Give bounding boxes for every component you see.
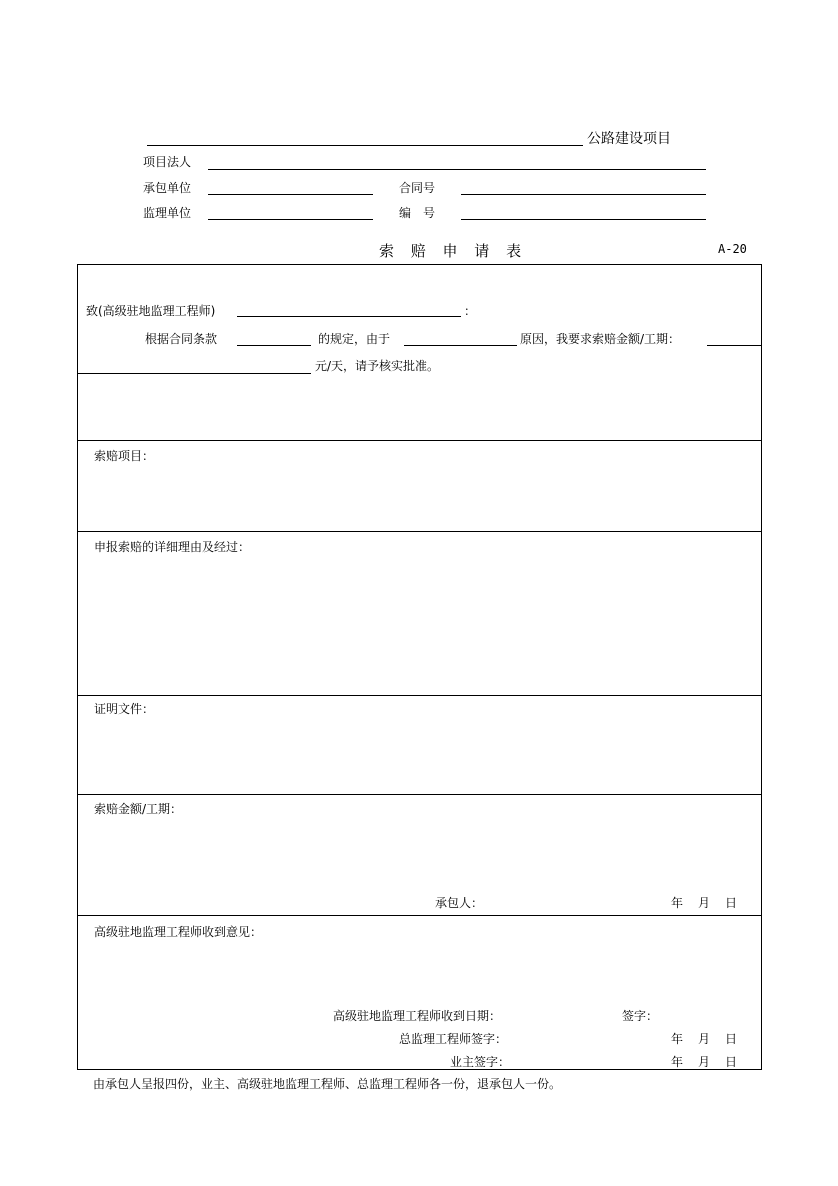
owner-month-label: 月	[698, 1055, 711, 1069]
engineer-received-date-label: 高级驻地监理工程师收到日期：	[333, 1009, 502, 1023]
owner-day-label: 日	[725, 1055, 738, 1069]
serial-no-field[interactable]	[461, 219, 706, 220]
form-title: 索 赔 申 请 表	[379, 242, 528, 260]
per-contract-label: 根据合同条款	[145, 332, 218, 346]
claim-item-label: 索赔项目：	[94, 449, 155, 463]
contractor-year-label: 年	[671, 896, 684, 910]
divider-engineer-opinion	[78, 915, 762, 916]
contractor-label: 承包单位	[143, 181, 192, 195]
detail-reason-label: 申报索赔的详细理由及经过：	[94, 540, 251, 554]
contractor-sign-label: 承包人：	[435, 896, 484, 910]
amount-field-top[interactable]	[707, 345, 762, 346]
contract-no-label: 合同号	[399, 181, 436, 195]
chief-engineer-sign-label: 总监理工程师签字：	[399, 1032, 508, 1046]
to-colon: ：	[464, 304, 477, 318]
supervisor-field[interactable]	[208, 219, 373, 220]
chief-year-label: 年	[671, 1032, 684, 1046]
chief-day-label: 日	[725, 1032, 738, 1046]
project-name-line[interactable]	[147, 145, 583, 146]
chief-month-label: 月	[698, 1032, 711, 1046]
legal-person-field[interactable]	[208, 169, 706, 170]
owner-year-label: 年	[671, 1055, 684, 1069]
contract-no-field[interactable]	[461, 194, 706, 195]
proof-docs-label: 证明文件：	[94, 702, 155, 716]
footer-note: 由承包人呈报四份，业主、高级驻地监理工程师、总监理工程师各一份，退承包人一份。	[93, 1077, 562, 1091]
provision-due-label: 的规定，由于	[318, 332, 391, 346]
unit-approve-label: 元/天，请予核实批准。	[315, 359, 440, 373]
claim-amount-label: 索赔金额/工期：	[94, 802, 183, 816]
legal-person-label: 项目法人	[143, 155, 192, 169]
engineer-opinion-label: 高级驻地监理工程师收到意见：	[94, 925, 263, 939]
claim-form-table	[77, 264, 762, 1070]
to-engineer-field[interactable]	[237, 316, 461, 317]
divider-claim-item	[78, 440, 762, 441]
engineer-sign-label: 签字：	[622, 1009, 659, 1023]
contractor-field[interactable]	[208, 194, 373, 195]
reason-field[interactable]	[404, 345, 517, 346]
supervisor-label: 监理单位	[143, 206, 192, 220]
reason-request-label: 原因，我要求索赔金额/工期：	[520, 332, 681, 346]
serial-no-label: 编 号	[399, 206, 436, 220]
contractor-day-label: 日	[725, 896, 738, 910]
project-suffix: 公路建设项目	[587, 131, 671, 147]
to-engineer-label: 致(高级驻地监理工程师)	[86, 304, 216, 318]
owner-sign-label: 业主签字：	[450, 1055, 511, 1069]
divider-proof-docs	[78, 695, 762, 696]
amount-field-bottom[interactable]	[78, 373, 311, 374]
divider-detail-reason	[78, 531, 762, 532]
contract-clause-field[interactable]	[237, 345, 311, 346]
contractor-month-label: 月	[698, 896, 711, 910]
divider-claim-amount	[78, 794, 762, 795]
form-code: A-20	[718, 242, 747, 256]
